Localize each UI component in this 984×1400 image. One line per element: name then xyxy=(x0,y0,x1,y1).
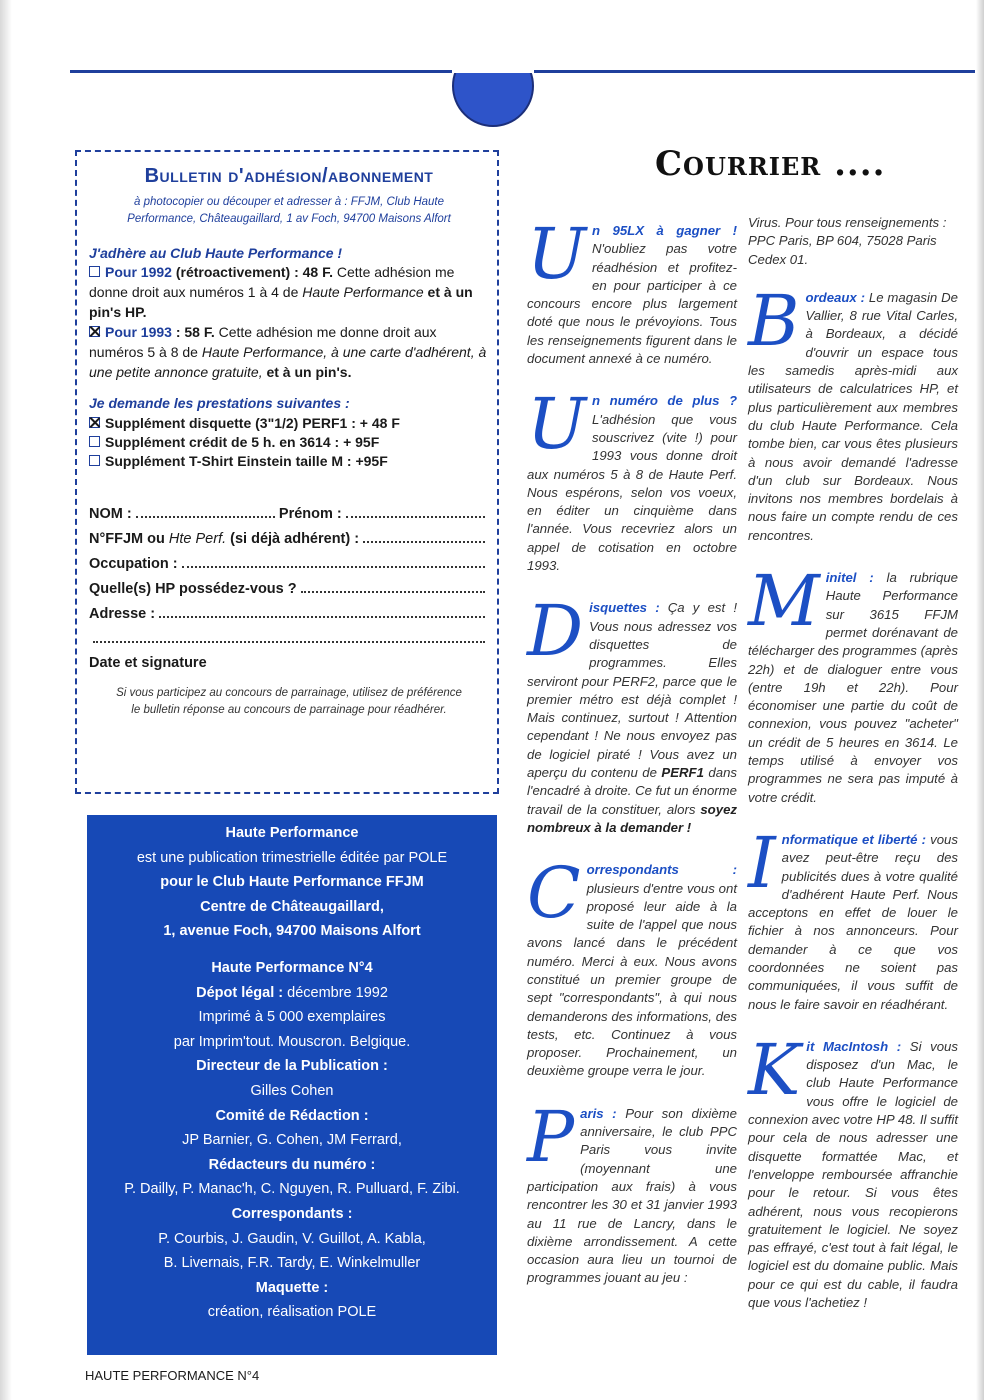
article-informatique: Informatique et liberté : vous avez peut-être reçu des publicités dues à votre qualité d'adhérent Haute Perf. Nous acceptons en effet de louer le fichier à nos annonceurs. Pour demander à ce que vos coordonnées ne soient pas communiquées, il vous suffit de nous le faire savoir en réadhérant. xyxy=(748,821,958,1012)
form-instructions: à photocopier ou découper et adresser à : FFJM, Club Haute Performance, Châteaugaillard, 1 av Foch, 94700 Maisons Alfort xyxy=(127,196,451,225)
option-1993: Pour 1993 : 58 F. Cette adhésion me donne droit aux numéros 5 à 8 de Haute Performance, à une carte d'adhérent, à une petite annonce gratuite, et à un pin's. xyxy=(89,324,487,380)
adresse-field-2[interactable] xyxy=(93,641,485,643)
articles-column-left xyxy=(527,213,737,1312)
service-credit: Supplément crédit de 5 h. en 3614 : + 95F xyxy=(89,433,489,452)
row-occupation: Occupation : xyxy=(89,547,489,572)
ffjm-field[interactable] xyxy=(363,541,485,543)
adhere-heading: J'adhère au Club Haute Performance ! xyxy=(89,245,343,261)
form-title: Bulletin d'adhésion/abonnement xyxy=(144,165,434,187)
date-signature-label: Date et signature xyxy=(89,655,207,671)
adresse-field[interactable] xyxy=(159,616,485,618)
article-95lx: Un 95LX à gagner ! N'oubliez pas votre réadhésion et profitez-en pour participer à ce concours encore plus largement doté que nous le prévoyions. Tous les renseignements figurent dans le document annexé à ce numéro. xyxy=(527,213,737,367)
article-paris: Paris : Pour son dixième anniversaire, le club PPC Paris vous invite (moyennant une participation aux frais) à vous rencontrer les 30 et 31 janvier 1993 au 11 rue de Lancry, dans le dixième arrondissement. A cette occasion aura lieu un tournoi de programmes jouant au jeu : xyxy=(527,1095,737,1286)
article-numero: Un numéro de plus ? L'adhésion que vous souscrivez (vite !) pour 1993 vous donne droit aux numéros 5 à 8 de Haute Perf. Nous espérons, selon vos voeux, en éditer un cinquième dans l'année. Vous recevriez alors un appel de cotisation en octobre 1993. xyxy=(527,383,737,574)
article-bordeaux: Bordeaux : Le magasin De Vallier, 8 rue Vital Carles, à Bordeaux, a décidé d'ouvrir un espace tous les samedis après-midi aux utilisateurs de calculatrices HP, et plus particulièrement aux membres du club Haute Performance. Cela tombe bien, car vous êtes plusieurs à nous avoir demandé l'adresse d'un club sur Bordeaux. Nous invitons nos membres bordelais à nous faire un compte rendu de ces rencontres. xyxy=(748,279,958,543)
hp-field[interactable] xyxy=(301,591,485,593)
article-minitel: Minitel : la rubrique Haute Performance sur 3615 FFJM permet dorénavant de télécharger des programmes (après 22h) et de dialoguer entre vous (entre 19h et 22h). Pour économiser une partie du coût de connexion, vous pouvez "acheter" un crédit de 5 heures en 3614. Le temps utilisé à envoyer vos programmes ne sera pas imputé à votre crédit. xyxy=(748,560,958,805)
form-note: Si vous participez au concours de parrainage, utilisez de préférence le bulletin réponse au concours de parrainage pour réadhérer. xyxy=(116,687,462,716)
section-title: Courrier .... xyxy=(655,144,886,184)
service-disk: Supplément disquette (3"1/2) PERF1 : + 48 F xyxy=(89,414,489,433)
services-heading: Je demande les prestations suivantes : xyxy=(89,395,350,411)
header-circle xyxy=(452,45,534,127)
option-1992: Pour 1992 (rétroactivement) : 48 F. Cette adhésion me donne droit aux numéros 1 à 4 de Haute Performance et à un pin's HP. xyxy=(89,264,473,320)
occupation-field[interactable] xyxy=(182,566,485,568)
service-tshirt: Supplément T-Shirt Einstein taille M : +95F xyxy=(89,452,489,471)
checkbox-1993-checked[interactable] xyxy=(89,326,100,337)
row-ffjm: N°FFJM ou Hte Perf. (si déjà adhérent) : xyxy=(89,522,489,547)
form-fields xyxy=(89,497,489,647)
row-nom: NOM : Prénom : xyxy=(89,497,489,522)
row-adresse-2 xyxy=(89,622,489,647)
article-disquettes: Disquettes : Ça y est ! Vous nous adressez vos disquettes de programmes. Elles serviront pour PERF2, parce que le premier métro est déjà complet ! Mais continuez, surtout ! Attention cependant ! Ne nous envoyez pas de logiciel piraté ! Vous avez un aperçu du contenu de PERF1 dans l'encadré à droite. Ce fut un énorme travail de la constituer, alors soyez nombreux à la demander ! xyxy=(527,590,737,835)
publication-info-box: Haute Performance est une publication trimestrielle éditée par POLE pour le Club Haute Performance FFJM Centre de Châteaugaillard, 1, avenue Foch, 94700 Maisons Alfort Haute Performance N°4 Dépot légal : décembre 1992 Imprimé à 5 000 exemplaires par Imprim'tout. Mouscron. Belgique. Directeur de la Publication : Gilles Cohen Comité de Rédaction : JP Barnier, G. Cohen, JM Ferrard, Rédacteurs du numéro : P. Dailly, P. Manac'h, C. Nguyen, R. Pulluard, F. Zibi. Correspondants : P. Courbis, J. Gaudin, V. Guillot, A. Kabla, B. Livernais, F.R. Tardy, E. Winkelmuller Maquette : création, réalisation POLE xyxy=(87,815,497,1355)
row-adresse: Adresse : xyxy=(89,597,489,622)
checkbox-tshirt[interactable] xyxy=(89,455,100,466)
article-correspondants: Correspondants : plusieurs d'entre vous ont proposé leur aide à la suite de l'appel que nous avons lancé dans le précédent numéro. Merci à eux. Nous avons constitué un premier groupe de sept "correspondants", à qui nous demanderons des informations, des tests, etc. Continuez à vous proposer. Prochainement, un deuxième groupe verra le jour. xyxy=(527,852,737,1079)
article-paris-continued: Virus. Pour tous renseignements : PPC Paris, BP 604, 75028 Paris Cedex 01. xyxy=(748,215,947,267)
checkbox-credit[interactable] xyxy=(89,436,100,447)
article-macintosh: Kit MacIntosh : Si vous disposez d'un Mac, le club Haute Performance vous offre le logiciel de connexion avec votre HP 48. Il suffit pour cela de nous adresser une disquette formattée Mac, et l'enveloppe remboursée affranchie pour le retour. Si vous êtes adhérent, nous vous recopierons gratuitement le logiciel. Ne soyez pas effrayé, c'est tout à fait légal, le logiciel est du domaine public. Mais pour ce qui est du cable, il faudra que vous l'achetiez ! xyxy=(748,1028,958,1311)
membership-form xyxy=(75,150,499,794)
prenom-field[interactable] xyxy=(346,516,485,518)
scan-right-edge xyxy=(976,0,984,1400)
nom-field[interactable] xyxy=(136,516,275,518)
row-hp: Quelle(s) HP possédez-vous ? xyxy=(89,572,489,597)
checkbox-1992[interactable] xyxy=(89,266,100,277)
articles-column-right xyxy=(748,214,958,1336)
scan-left-edge xyxy=(0,0,12,1400)
checkbox-disk-checked[interactable] xyxy=(89,417,100,428)
page-footer: HAUTE PERFORMANCE N°4 xyxy=(85,1368,260,1383)
